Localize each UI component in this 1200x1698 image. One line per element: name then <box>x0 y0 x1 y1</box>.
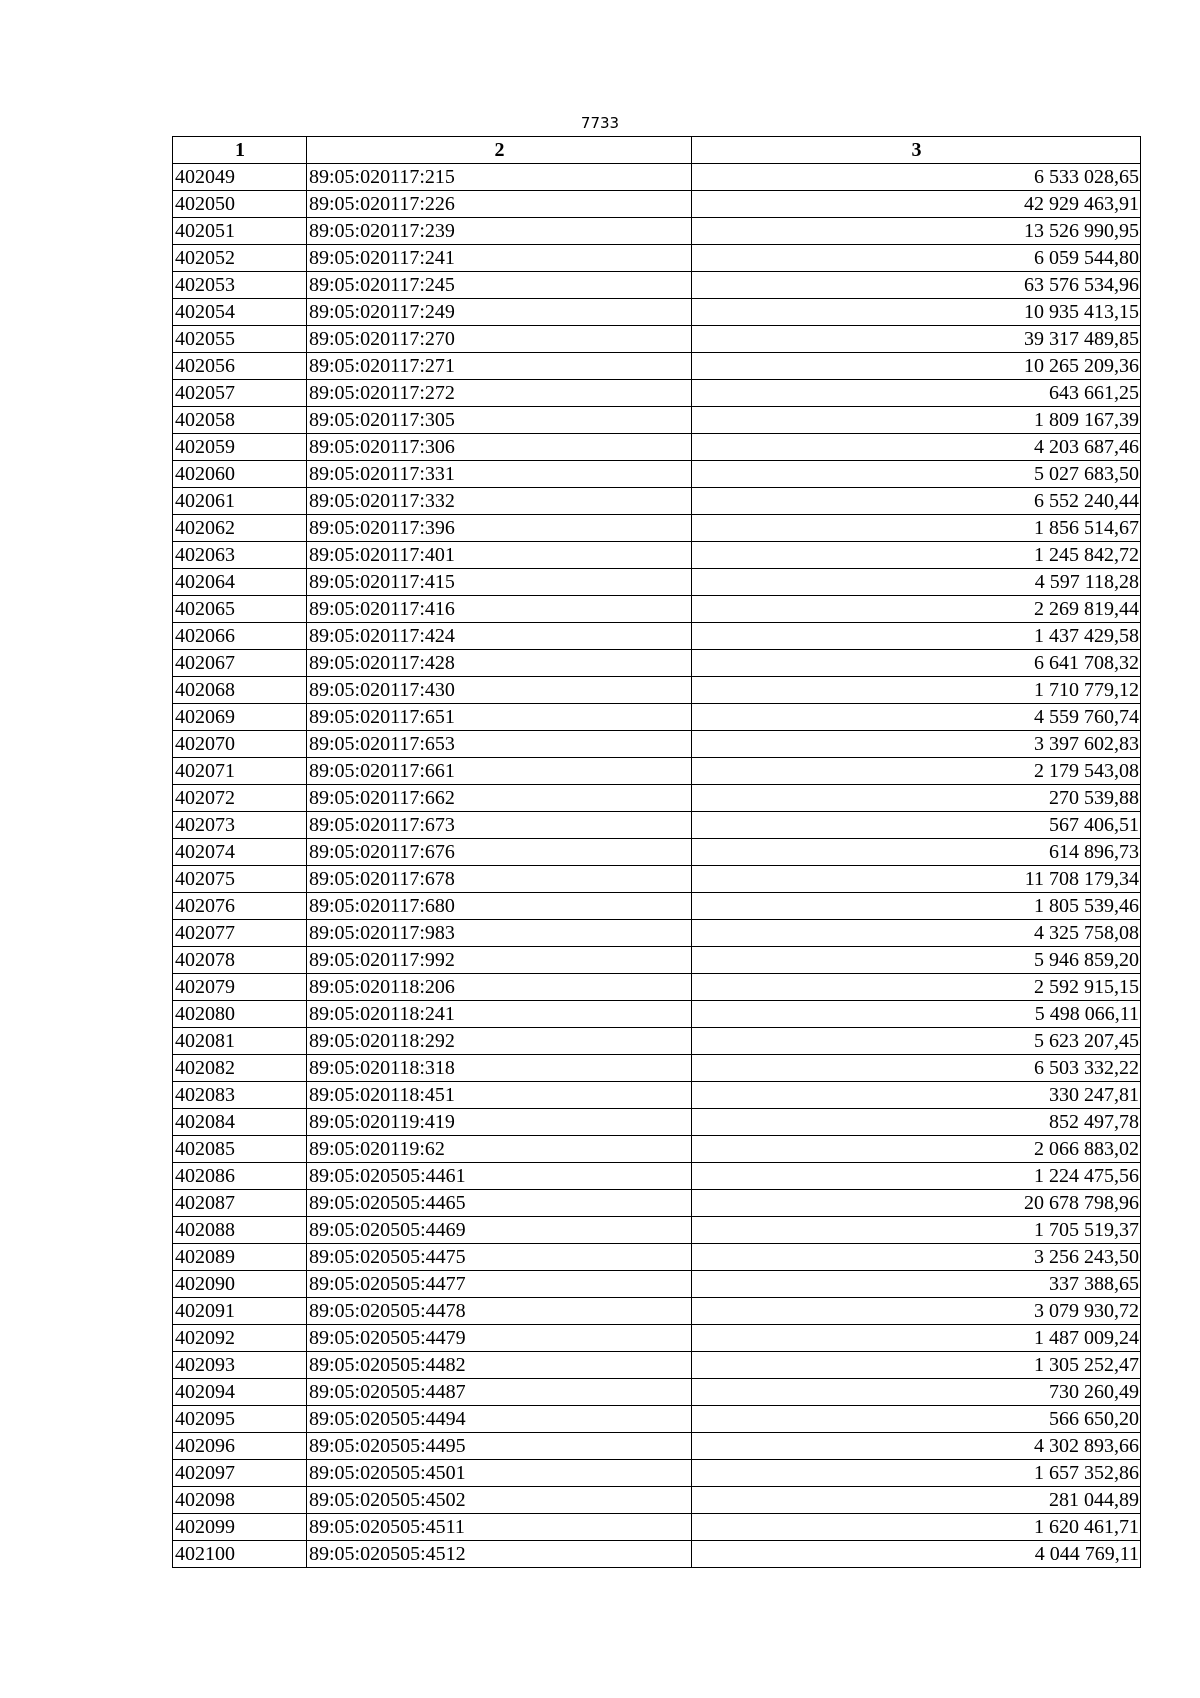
table-row <box>173 1109 1141 1136</box>
row-number-cell: 402092 <box>173 1325 307 1352</box>
table-row <box>173 1406 1141 1433</box>
value-cell: 4 044 769,11 <box>692 1541 1141 1568</box>
value-cell: 1 487 009,24 <box>692 1325 1141 1352</box>
cadastral-number-cell: 89:05:020119:62 <box>307 1136 692 1163</box>
cadastral-number-cell: 89:05:020505:4477 <box>307 1271 692 1298</box>
cadastral-number-cell: 89:05:020118:241 <box>307 1001 692 1028</box>
cadastral-number-cell: 89:05:020117:241 <box>307 245 692 272</box>
cadastral-number-cell: 89:05:020117:215 <box>307 164 692 191</box>
value-cell: 10 935 413,15 <box>692 299 1141 326</box>
row-number-cell: 402061 <box>173 488 307 515</box>
cadastral-number-cell: 89:05:020117:245 <box>307 272 692 299</box>
table-row <box>173 1271 1141 1298</box>
table-row <box>173 1028 1141 1055</box>
cadastral-number-cell: 89:05:020505:4511 <box>307 1514 692 1541</box>
value-cell: 614 896,73 <box>692 839 1141 866</box>
row-number-cell: 402064 <box>173 569 307 596</box>
row-number-cell: 402087 <box>173 1190 307 1217</box>
table-row <box>173 1190 1141 1217</box>
cadastral-number-cell: 89:05:020117:226 <box>307 191 692 218</box>
row-number-cell: 402054 <box>173 299 307 326</box>
cadastral-number-cell: 89:05:020117:416 <box>307 596 692 623</box>
row-number-cell: 402089 <box>173 1244 307 1271</box>
table-row <box>173 893 1141 920</box>
table-row <box>173 164 1141 191</box>
cadastral-number-cell: 89:05:020117:415 <box>307 569 692 596</box>
column-header-2: 2 <box>307 137 692 164</box>
cadastral-number-cell: 89:05:020505:4479 <box>307 1325 692 1352</box>
value-cell: 4 597 118,28 <box>692 569 1141 596</box>
cadastral-number-cell: 89:05:020505:4501 <box>307 1460 692 1487</box>
cadastral-number-cell: 89:05:020505:4487 <box>307 1379 692 1406</box>
row-number-cell: 402056 <box>173 353 307 380</box>
row-number-cell: 402052 <box>173 245 307 272</box>
table-row <box>173 758 1141 785</box>
value-cell: 4 302 893,66 <box>692 1433 1141 1460</box>
row-number-cell: 402049 <box>173 164 307 191</box>
value-cell: 2 066 883,02 <box>692 1136 1141 1163</box>
row-number-cell: 402082 <box>173 1055 307 1082</box>
cadastral-number-cell: 89:05:020117:305 <box>307 407 692 434</box>
cadastral-number-cell: 89:05:020118:451 <box>307 1082 692 1109</box>
cadastral-number-cell: 89:05:020505:4478 <box>307 1298 692 1325</box>
value-cell: 1 245 842,72 <box>692 542 1141 569</box>
table-row <box>173 947 1141 974</box>
table-row <box>173 1001 1141 1028</box>
value-cell: 1 856 514,67 <box>692 515 1141 542</box>
table-row <box>173 569 1141 596</box>
row-number-cell: 402078 <box>173 947 307 974</box>
row-number-cell: 402063 <box>173 542 307 569</box>
row-number-cell: 402081 <box>173 1028 307 1055</box>
row-number-cell: 402060 <box>173 461 307 488</box>
cadastral-number-cell: 89:05:020117:239 <box>307 218 692 245</box>
cadastral-number-cell: 89:05:020117:983 <box>307 920 692 947</box>
table-row <box>173 812 1141 839</box>
table-row <box>173 299 1141 326</box>
value-cell: 6 641 708,32 <box>692 650 1141 677</box>
value-cell: 5 623 207,45 <box>692 1028 1141 1055</box>
value-cell: 5 946 859,20 <box>692 947 1141 974</box>
row-number-cell: 402091 <box>173 1298 307 1325</box>
value-cell: 2 592 915,15 <box>692 974 1141 1001</box>
cadastral-number-cell: 89:05:020117:653 <box>307 731 692 758</box>
value-cell: 1 705 519,37 <box>692 1217 1141 1244</box>
value-cell: 3 079 930,72 <box>692 1298 1141 1325</box>
table-row <box>173 1487 1141 1514</box>
value-cell: 5 498 066,11 <box>692 1001 1141 1028</box>
table-row <box>173 353 1141 380</box>
cadastral-number-cell: 89:05:020505:4482 <box>307 1352 692 1379</box>
row-number-cell: 402093 <box>173 1352 307 1379</box>
value-cell: 4 559 760,74 <box>692 704 1141 731</box>
value-cell: 5 027 683,50 <box>692 461 1141 488</box>
row-number-cell: 402051 <box>173 218 307 245</box>
row-number-cell: 402062 <box>173 515 307 542</box>
table-row <box>173 488 1141 515</box>
row-number-cell: 402090 <box>173 1271 307 1298</box>
table-body <box>173 164 1141 1568</box>
cadastral-number-cell: 89:05:020505:4512 <box>307 1541 692 1568</box>
data-table <box>172 136 1141 1568</box>
row-number-cell: 402076 <box>173 893 307 920</box>
row-number-cell: 402055 <box>173 326 307 353</box>
value-cell: 330 247,81 <box>692 1082 1141 1109</box>
row-number-cell: 402094 <box>173 1379 307 1406</box>
table-row <box>173 245 1141 272</box>
row-number-cell: 402083 <box>173 1082 307 1109</box>
row-number-cell: 402069 <box>173 704 307 731</box>
value-cell: 1 305 252,47 <box>692 1352 1141 1379</box>
value-cell: 20 678 798,96 <box>692 1190 1141 1217</box>
table-row <box>173 623 1141 650</box>
value-cell: 3 397 602,83 <box>692 731 1141 758</box>
cadastral-number-cell: 89:05:020505:4461 <box>307 1163 692 1190</box>
table-row <box>173 1514 1141 1541</box>
table-row <box>173 839 1141 866</box>
cadastral-number-cell: 89:05:020117:662 <box>307 785 692 812</box>
row-number-cell: 402086 <box>173 1163 307 1190</box>
value-cell: 337 388,65 <box>692 1271 1141 1298</box>
table-row <box>173 1541 1141 1568</box>
table-row <box>173 596 1141 623</box>
cadastral-number-cell: 89:05:020505:4494 <box>307 1406 692 1433</box>
table-row <box>173 380 1141 407</box>
row-number-cell: 402099 <box>173 1514 307 1541</box>
value-cell: 1 805 539,46 <box>692 893 1141 920</box>
table-row <box>173 974 1141 1001</box>
row-number-cell: 402074 <box>173 839 307 866</box>
table-row <box>173 1136 1141 1163</box>
row-number-cell: 402053 <box>173 272 307 299</box>
table-row <box>173 191 1141 218</box>
value-cell: 643 661,25 <box>692 380 1141 407</box>
table-row <box>173 461 1141 488</box>
cadastral-number-cell: 89:05:020118:292 <box>307 1028 692 1055</box>
table-row <box>173 866 1141 893</box>
column-header-3: 3 <box>692 137 1141 164</box>
cadastral-number-cell: 89:05:020117:424 <box>307 623 692 650</box>
cadastral-number-cell: 89:05:020505:4502 <box>307 1487 692 1514</box>
cadastral-number-cell: 89:05:020117:331 <box>307 461 692 488</box>
cadastral-number-cell: 89:05:020117:651 <box>307 704 692 731</box>
cadastral-number-cell: 89:05:020117:680 <box>307 893 692 920</box>
table-row <box>173 1298 1141 1325</box>
value-cell: 852 497,78 <box>692 1109 1141 1136</box>
cadastral-number-cell: 89:05:020117:270 <box>307 326 692 353</box>
column-header-1: 1 <box>173 137 307 164</box>
cadastral-number-cell: 89:05:020117:430 <box>307 677 692 704</box>
cadastral-number-cell: 89:05:020118:206 <box>307 974 692 1001</box>
table-row <box>173 677 1141 704</box>
value-cell: 6 552 240,44 <box>692 488 1141 515</box>
value-cell: 1 657 352,86 <box>692 1460 1141 1487</box>
row-number-cell: 402096 <box>173 1433 307 1460</box>
row-number-cell: 402085 <box>173 1136 307 1163</box>
value-cell: 730 260,49 <box>692 1379 1141 1406</box>
cadastral-number-cell: 89:05:020117:249 <box>307 299 692 326</box>
page-number: 7733 <box>580 114 620 132</box>
table-row <box>173 1460 1141 1487</box>
value-cell: 1 809 167,39 <box>692 407 1141 434</box>
table-row <box>173 434 1141 461</box>
value-cell: 2 179 543,08 <box>692 758 1141 785</box>
cadastral-number-cell: 89:05:020505:4469 <box>307 1217 692 1244</box>
row-number-cell: 402079 <box>173 974 307 1001</box>
table-row <box>173 650 1141 677</box>
row-number-cell: 402095 <box>173 1406 307 1433</box>
cadastral-number-cell: 89:05:020505:4495 <box>307 1433 692 1460</box>
value-cell: 4 325 758,08 <box>692 920 1141 947</box>
value-cell: 4 203 687,46 <box>692 434 1141 461</box>
value-cell: 281 044,89 <box>692 1487 1141 1514</box>
value-cell: 1 224 475,56 <box>692 1163 1141 1190</box>
cadastral-number-cell: 89:05:020505:4475 <box>307 1244 692 1271</box>
row-number-cell: 402058 <box>173 407 307 434</box>
value-cell: 270 539,88 <box>692 785 1141 812</box>
row-number-cell: 402066 <box>173 623 307 650</box>
value-cell: 1 620 461,71 <box>692 1514 1141 1541</box>
row-number-cell: 402072 <box>173 785 307 812</box>
cadastral-number-cell: 89:05:020117:272 <box>307 380 692 407</box>
cadastral-number-cell: 89:05:020117:992 <box>307 947 692 974</box>
table-row <box>173 272 1141 299</box>
value-cell: 1 710 779,12 <box>692 677 1141 704</box>
table-row <box>173 1352 1141 1379</box>
row-number-cell: 402073 <box>173 812 307 839</box>
row-number-cell: 402059 <box>173 434 307 461</box>
row-number-cell: 402084 <box>173 1109 307 1136</box>
cadastral-number-cell: 89:05:020117:673 <box>307 812 692 839</box>
table-header <box>173 137 1141 164</box>
table-row <box>173 1244 1141 1271</box>
table-row <box>173 1217 1141 1244</box>
value-cell: 42 929 463,91 <box>692 191 1141 218</box>
value-cell: 63 576 534,96 <box>692 272 1141 299</box>
value-cell: 3 256 243,50 <box>692 1244 1141 1271</box>
table-row <box>173 1325 1141 1352</box>
row-number-cell: 402080 <box>173 1001 307 1028</box>
value-cell: 2 269 819,44 <box>692 596 1141 623</box>
value-cell: 567 406,51 <box>692 812 1141 839</box>
cadastral-number-cell: 89:05:020118:318 <box>307 1055 692 1082</box>
table-row <box>173 542 1141 569</box>
table-row <box>173 920 1141 947</box>
cadastral-number-cell: 89:05:020117:271 <box>307 353 692 380</box>
value-cell: 6 059 544,80 <box>692 245 1141 272</box>
row-number-cell: 402100 <box>173 1541 307 1568</box>
row-number-cell: 402050 <box>173 191 307 218</box>
table-row <box>173 785 1141 812</box>
cadastral-number-cell: 89:05:020117:661 <box>307 758 692 785</box>
row-number-cell: 402067 <box>173 650 307 677</box>
cadastral-number-cell: 89:05:020117:396 <box>307 515 692 542</box>
cadastral-number-cell: 89:05:020505:4465 <box>307 1190 692 1217</box>
value-cell: 566 650,20 <box>692 1406 1141 1433</box>
cadastral-number-cell: 89:05:020117:676 <box>307 839 692 866</box>
row-number-cell: 402057 <box>173 380 307 407</box>
table-row <box>173 407 1141 434</box>
cadastral-number-cell: 89:05:020117:306 <box>307 434 692 461</box>
cadastral-number-cell: 89:05:020117:401 <box>307 542 692 569</box>
table-row <box>173 731 1141 758</box>
value-cell: 39 317 489,85 <box>692 326 1141 353</box>
row-number-cell: 402070 <box>173 731 307 758</box>
row-number-cell: 402065 <box>173 596 307 623</box>
row-number-cell: 402075 <box>173 866 307 893</box>
value-cell: 6 533 028,65 <box>692 164 1141 191</box>
header-row <box>173 137 1141 164</box>
table-row <box>173 515 1141 542</box>
cadastral-number-cell: 89:05:020117:428 <box>307 650 692 677</box>
cadastral-number-cell: 89:05:020117:332 <box>307 488 692 515</box>
row-number-cell: 402097 <box>173 1460 307 1487</box>
cadastral-number-cell: 89:05:020117:678 <box>307 866 692 893</box>
row-number-cell: 402071 <box>173 758 307 785</box>
table-row <box>173 326 1141 353</box>
row-number-cell: 402077 <box>173 920 307 947</box>
value-cell: 1 437 429,58 <box>692 623 1141 650</box>
value-cell: 13 526 990,95 <box>692 218 1141 245</box>
value-cell: 10 265 209,36 <box>692 353 1141 380</box>
table-row <box>173 1082 1141 1109</box>
table-row <box>173 1379 1141 1406</box>
table-row <box>173 1433 1141 1460</box>
table-row <box>173 704 1141 731</box>
table-row <box>173 1163 1141 1190</box>
value-cell: 6 503 332,22 <box>692 1055 1141 1082</box>
cadastral-number-cell: 89:05:020119:419 <box>307 1109 692 1136</box>
table-row <box>173 1055 1141 1082</box>
row-number-cell: 402068 <box>173 677 307 704</box>
row-number-cell: 402088 <box>173 1217 307 1244</box>
row-number-cell: 402098 <box>173 1487 307 1514</box>
table-row <box>173 218 1141 245</box>
value-cell: 11 708 179,34 <box>692 866 1141 893</box>
